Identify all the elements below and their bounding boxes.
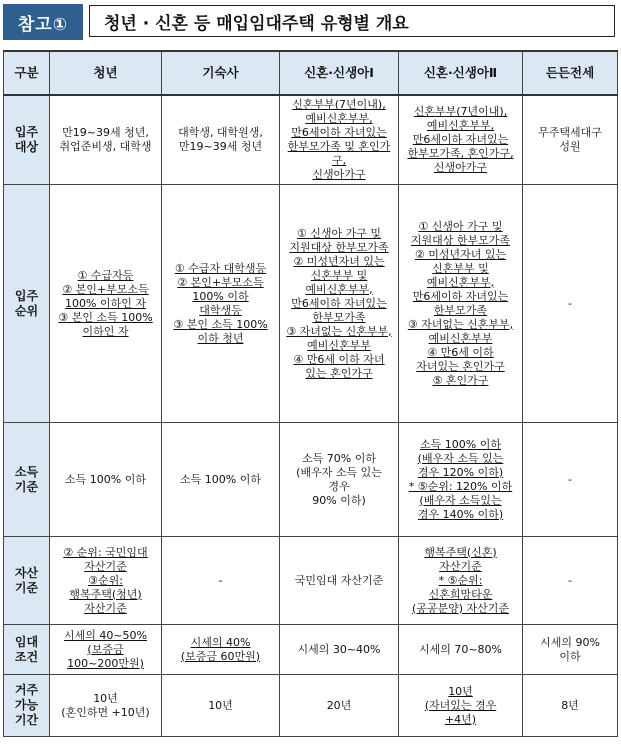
cell-text-line: 행복주택(신혼) <box>424 545 497 559</box>
cell-text-line: 시세의 70~80% <box>418 642 503 656</box>
cell-text-line: 신혼부부 및 <box>310 268 368 282</box>
cell-text-line: 지원대상 한부모가족 <box>410 233 511 247</box>
cell-text-line: ⑤ 혼인가구 <box>432 373 489 387</box>
cell-text-line: ① 신생아 가구 및 <box>296 226 382 240</box>
column-header-newlywed-2: 신혼·신생아Ⅱ <box>399 51 523 95</box>
cell-text-line: ③ 본인 소득 100% <box>173 317 268 331</box>
cell-text-line: * ⑤순위: <box>438 573 483 587</box>
cell-text-line: ① 수급자등 <box>77 268 134 282</box>
cell-text-line: ① 수급자 대학생등 <box>174 261 267 275</box>
table-cell <box>399 625 523 675</box>
cell-text-line: ① 신생아 가구 및 <box>418 219 503 233</box>
cell-text-line: 만6세이하 자녀있는 <box>291 126 387 139</box>
cell-text-line: - <box>568 296 572 310</box>
cell-text-line: 만6세이하 자녀있는 <box>412 133 509 146</box>
reference-badge: 참고① <box>3 4 83 40</box>
cell-text-line: 90% 이하) <box>312 493 366 507</box>
cell-text-line: 무주택세대구 <box>538 126 602 139</box>
row-header-line: 자산 <box>14 565 39 580</box>
cell-text-line: (배우자 소득 있는 <box>417 451 504 465</box>
table-cell <box>523 95 618 185</box>
cell-text-line: 예비신혼부부, <box>426 119 495 132</box>
row-header-line: 조건 <box>14 649 39 664</box>
cell-text-line: 경우 120% 이하) <box>417 465 504 479</box>
row-header-line: 기준 <box>14 479 39 494</box>
table-cell <box>280 423 399 537</box>
cell-text-line: - <box>218 573 223 587</box>
cell-text-line: 만19~39세 청년 <box>178 140 263 153</box>
cell-text-line: +4년) <box>444 712 477 726</box>
cell-text-line: * ⑤순위: 120% 이하 <box>408 479 513 493</box>
table-cell <box>399 185 523 423</box>
cell-text-line: ② 순위: 국민임대 <box>63 545 148 559</box>
cell-text-line: 행복주택(청년) <box>69 587 142 601</box>
row-header-line: 기준 <box>14 580 39 595</box>
table-cell <box>50 185 162 423</box>
row-header-line: 입주 <box>14 125 39 139</box>
table-cell <box>523 423 618 537</box>
cell-text-line: (보증금 60만원) <box>180 649 261 663</box>
column-header-newlywed-1: 신혼·신생아Ⅰ <box>280 51 399 95</box>
row-header-line: 가능 <box>14 698 39 712</box>
row-header <box>4 625 50 675</box>
table-cell <box>162 625 280 675</box>
cell-text-line: 한부모가족, 혼인가구, <box>407 147 514 160</box>
page-header <box>3 4 617 40</box>
cell-text-line: 자녀있는 혼인가구 <box>416 359 505 373</box>
column-header-youth: 청년 <box>50 51 162 95</box>
cell-text-line: 소득 100% 이하 <box>180 472 261 486</box>
row-header-line: 순위 <box>14 303 39 318</box>
row-header <box>4 537 50 625</box>
cell-text-line: ③순위: <box>88 573 123 587</box>
row-header <box>4 675 50 737</box>
cell-text-line: 취업준비생, 대학생 <box>59 140 152 153</box>
row-header-line: 기간 <box>14 713 39 727</box>
table-cell <box>280 95 399 185</box>
row-header <box>4 95 50 185</box>
cell-text-line: 대학생, 대학원생, <box>178 126 263 139</box>
cell-text-line: 만19~39세 청년, <box>62 126 149 139</box>
cell-text-line: 신생아가구 <box>312 168 366 181</box>
cell-text-line: (보증금 <box>87 642 124 656</box>
row-header-line: 소득 <box>14 464 39 479</box>
cell-text-line: 100~200만원) <box>67 656 144 670</box>
table-cell <box>523 625 618 675</box>
cell-text-line: 소득 100% 이하 <box>420 437 501 451</box>
cell-text-line: 한부모가족 <box>312 310 366 324</box>
cell-text-line: 이하 <box>559 649 581 663</box>
cell-text-line: ③ 본인 소득 100% <box>58 310 153 324</box>
cell-text-line: 예비신혼부부, <box>305 112 373 125</box>
rental-type-table <box>3 50 618 737</box>
table-cell <box>280 537 399 625</box>
cell-text-line: ④ 만6세 이하 자녀 <box>293 352 385 366</box>
table-header-row <box>4 51 618 95</box>
cell-text-line: 경우 140% 이하) <box>417 507 504 521</box>
cell-text-line: 20년 <box>326 698 352 712</box>
cell-text-line: 지원대상 한부모가족 <box>289 240 389 254</box>
table-cell <box>50 675 162 737</box>
table-row <box>4 537 618 625</box>
cell-text-line: 경우 <box>328 479 350 493</box>
cell-text-line: ② 본인+부모소득 <box>62 282 149 296</box>
cell-text-line: 성원 <box>559 140 581 153</box>
table-row <box>4 185 618 423</box>
cell-text-line: 시세의 90% <box>540 635 600 649</box>
cell-text-line: (자녀있는 경우 <box>424 698 497 712</box>
cell-text-line: 한부모가족 <box>433 303 488 317</box>
cell-text-line: 100% 이하인 자 <box>65 296 146 310</box>
cell-text-line: 시세의 40% <box>190 635 251 649</box>
cell-text-line: (공공분양) 자산기준 <box>411 601 510 615</box>
table-cell <box>399 95 523 185</box>
cell-text-line: 신혼부부 및 <box>432 261 489 275</box>
cell-text-line: ② 미성년자녀 있는 <box>293 254 385 268</box>
table-cell <box>280 625 399 675</box>
cell-text-line: 만6세이하 자녀있는 <box>291 296 387 310</box>
cell-text-line: 있는 혼인가구 <box>305 366 373 380</box>
cell-text-line: 신혼희망타운 <box>428 587 493 601</box>
cell-text-line: 10년 <box>448 684 473 698</box>
row-header-line: 입주 <box>14 288 39 303</box>
cell-text-line: - <box>568 472 572 486</box>
cell-text-line: (혼인하면 +10년) <box>61 705 150 719</box>
row-header-line: 대상 <box>14 140 39 154</box>
cell-text-line: 100% 이하 <box>192 289 249 303</box>
table-cell <box>50 537 162 625</box>
cell-text-line: 예비신혼부부, <box>426 275 495 289</box>
table-cell <box>50 423 162 537</box>
column-header-category: 구분 <box>4 51 50 95</box>
cell-text-line: 10년 <box>208 698 233 712</box>
table-cell <box>399 537 523 625</box>
table-cell <box>280 185 399 423</box>
cell-text-line: ③ 자녀없는 신혼부부, <box>286 324 392 338</box>
cell-text-line: (배우자 소득 있는 <box>296 465 382 479</box>
table-cell <box>50 95 162 185</box>
cell-text-line: 이하 청년 <box>197 331 244 345</box>
cell-text-line: 국민임대 자산기준 <box>294 573 384 587</box>
cell-text-line: (배우자 소득있는 <box>419 493 502 507</box>
cell-text-line: 소득 70% 이하 <box>302 451 376 465</box>
cell-text-line: 소득 100% 이하 <box>65 472 146 486</box>
cell-text-line: 시세의 40~50% <box>63 628 148 642</box>
table-cell <box>523 675 618 737</box>
page-title: 청년 · 신혼 등 매입임대주택 유형별 개요 <box>89 5 615 37</box>
table-row <box>4 675 618 737</box>
table-row <box>4 423 618 537</box>
table-row <box>4 625 618 675</box>
cell-text-line: 신생아가구 <box>433 161 488 174</box>
cell-text-line: 신혼부부(7년이내), <box>413 105 508 118</box>
cell-text-line: 대학생등 <box>199 303 242 317</box>
table-cell <box>162 185 280 423</box>
table-cell <box>280 675 399 737</box>
cell-text-line: 한부모가족 및 혼인가구, <box>287 140 391 167</box>
table-cell <box>162 537 280 625</box>
cell-text-line: ② 미성년자녀 있는 <box>414 247 507 261</box>
table-cell <box>523 185 618 423</box>
cell-text-line: 8년 <box>561 698 579 712</box>
cell-text-line: 예비신혼부부, <box>305 282 373 296</box>
table-cell <box>162 95 280 185</box>
row-header-line: 거주 <box>14 683 39 697</box>
cell-text-line: ④ 만6세 이하 <box>427 345 494 359</box>
table-cell <box>399 675 523 737</box>
table-cell <box>162 423 280 537</box>
cell-text-line: 시세의 30~40% <box>297 642 381 656</box>
row-header <box>4 423 50 537</box>
row-header-line: 임대 <box>14 634 39 649</box>
column-header-dormitory: 기숙사 <box>162 51 280 95</box>
cell-text-line: 예비신혼부부 <box>307 338 371 352</box>
table-cell <box>50 625 162 675</box>
cell-text-line: 자산기준 <box>84 601 127 615</box>
table-cell <box>399 423 523 537</box>
column-header-jeonse: 든든전세 <box>523 51 618 95</box>
cell-text-line: ③ 자녀없는 신혼부부, <box>407 317 514 331</box>
table-cell <box>162 675 280 737</box>
table-cell <box>523 537 618 625</box>
cell-text-line: 자산기준 <box>439 559 482 573</box>
cell-text-line: 예비신혼부부 <box>428 331 493 345</box>
row-header <box>4 185 50 423</box>
cell-text-line: 자산기준 <box>84 559 127 573</box>
cell-text-line: 만6세이하 자녀있는 <box>412 289 509 303</box>
cell-text-line: 신혼부부(7년이내), <box>292 98 386 111</box>
cell-text-line: 10년 <box>93 691 118 705</box>
table-row <box>4 95 618 185</box>
cell-text-line: 이하인 자 <box>82 324 129 338</box>
cell-text-line: ② 본인+부모소득 <box>177 275 264 289</box>
cell-text-line: - <box>568 573 572 587</box>
